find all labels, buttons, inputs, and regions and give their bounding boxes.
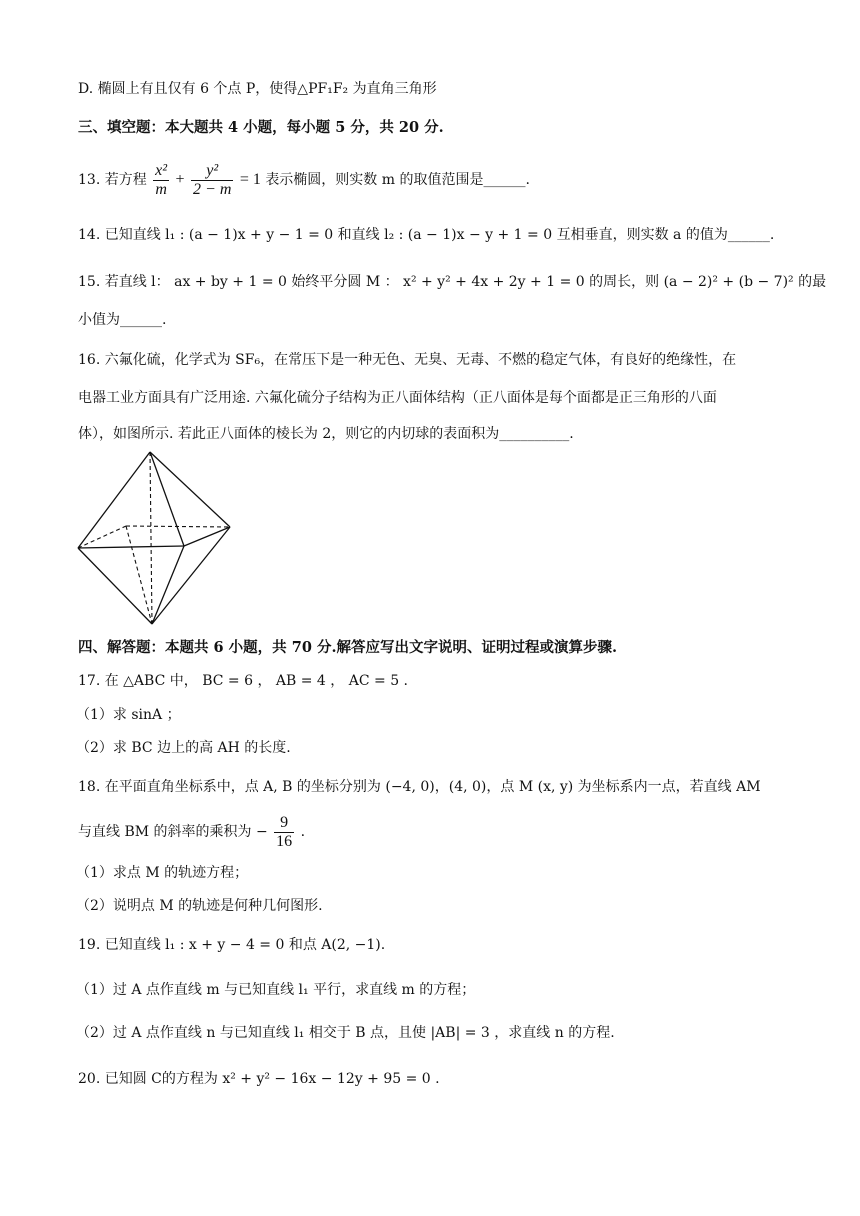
question-15-line-1: 15. 若直线 l： ax + by + 1 = 0 始终平分圆 M ： x² + y² + 4x + 2y + 1 = 0 的周长，则 (a − 2)² + (b − 7)² 的最 (78, 274, 827, 290)
question-19-part-2: （2）过 A 点作直线 n 与已知直线 l₁ 相交于 B 点，且使 |AB| = 3 ，求直线 n 的方程. (76, 1025, 615, 1041)
q13-plus: + (175, 171, 185, 188)
question-16-line-3: 体），如图所示. 若此正八面体的棱长为 2，则它的内切球的表面积为__________. (78, 426, 574, 442)
q18-fraction (274, 814, 294, 851)
q13-frac2-den: 2 − m (193, 180, 232, 198)
q13-post: 表示椭圆，则实数 m 的取值范围是______. (265, 172, 530, 188)
q18-frac-den: 16 (276, 832, 293, 850)
question-13 (78, 158, 530, 202)
octahedron-figure (74, 448, 238, 628)
q13-fraction-2 (191, 162, 233, 199)
question-19-part-1: （1）过 A 点作直线 m 与已知直线 l₁ 平行，求直线 m 的方程； (76, 982, 476, 998)
question-18-line-2 (78, 810, 305, 854)
q18-post: . (300, 824, 306, 840)
question-18-line-1: 18. 在平面直角坐标系中，点 A, B 的坐标分别为 (−4, 0)，(4, 0)，点 M (x, y) 为坐标系内一点，若直线 AM (78, 779, 761, 795)
question-18-part-2: （2）说明点 M 的轨迹是何种几何图形. (76, 898, 323, 914)
question-17-part-2: （2）求 BC 边上的高 AH 的长度. (76, 740, 291, 756)
question-17-part-1: （1）求 sinA ； (76, 707, 181, 723)
section-heading-fill-in: 三、填空题：本大题共 4 小题，每小题 5 分，共 20 分. (78, 119, 444, 136)
section-heading-answer: 四、解答题：本题共 6 小题，共 70 分.解答应写出文字说明、证明过程或演算步骤. (78, 639, 618, 656)
question-19: 19. 已知直线 l₁ : x + y − 4 = 0 和点 A(2, −1). (78, 937, 386, 953)
question-16-line-2: 电器工业方面具有广泛用途. 六氟化硫分子结构为正八面体结构（正八面体是每个面都是正三角形的八面 (78, 390, 717, 406)
question-14: 14. 已知直线 l₁ : (a − 1)x + y − 1 = 0 和直线 l₂ : (a − 1)x − y + 1 = 0 互相垂直，则实数 a 的值为______. (78, 227, 775, 243)
q18-pre: 与直线 BM 的斜率的乘积为 − (78, 824, 268, 840)
q18-frac-num: 9 (274, 814, 294, 833)
q13-frac1-num: x² (155, 161, 168, 179)
q13-frac2-num: y² (191, 162, 233, 181)
q13-frac1-den: m (155, 180, 167, 198)
q13-pre: 若方程 (104, 172, 147, 188)
question-20: 20. 已知圆 C的方程为 x² + y² − 16x − 12y + 95 = 0 . (78, 1071, 440, 1087)
question-16-line-1: 16. 六氟化硫，化学式为 SF₆，在常压下是一种无色、无臭、无毒、不燃的稳定气体，有良好的绝缘性，在 (78, 352, 737, 368)
question-17: 17. 在 △ABC 中， BC = 6 ， AB = 4 ， AC = 5 . (78, 673, 408, 689)
question-15-line-2: 小值为______. (78, 312, 167, 328)
q13-fraction-1 (153, 162, 169, 199)
option-d: D. 椭圆上有且仅有 6 个点 P，使得△PF₁F₂ 为直角三角形 (78, 81, 437, 97)
question-18-part-1: （1）求点 M 的轨迹方程； (76, 865, 249, 881)
q13-equals: = 1 (239, 171, 261, 188)
q13-number: 13. (78, 172, 101, 188)
